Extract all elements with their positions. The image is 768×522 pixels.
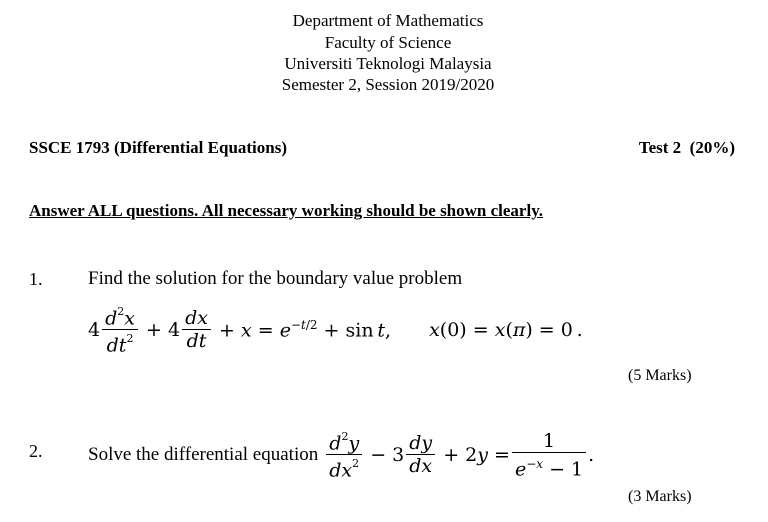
question-2-line: Solve the differential equation $\frac{d^2y}{dx^2}$ − 3 $\frac{dy}{dx}$ + 2y = $\frac{1}{e^{-x} - 1}$ . (88, 429, 595, 482)
dy-dx-fraction: $\frac{dy}{dx}$ (406, 432, 435, 477)
question-1-marks: (5 Marks) (628, 367, 692, 384)
instructions: Answer ALL questions. All necessary working should be shown clearly. (29, 201, 544, 220)
d2x-dt2-fraction: $\frac{d^2x}{dt^2}$ (102, 303, 138, 357)
question-2-marks: (3 Marks) (628, 488, 692, 505)
dx-dt-fraction: $\frac{dx}{dt}$ (182, 307, 211, 352)
question-2-number: 2. (29, 441, 43, 461)
question-2-text: Solve the differential equation (88, 443, 319, 465)
question-1-equation: 4 $\frac{d^2x}{dt^2}$ + 4 $\frac{dx}{dt}$ + $x = e^{-t/2} + \sin t$, x(0) = x(π) = 0 . (88, 305, 583, 357)
question-1-number: 1. (29, 269, 43, 289)
department-name: Department of Mathematics (292, 11, 484, 30)
test-label: Test 2 (20%) (638, 138, 735, 157)
faculty-name: Faculty of Science (324, 33, 452, 52)
d2y-dx2-fraction: $\frac{d^2y}{dx^2}$ (326, 428, 362, 482)
course-title: SSCE 1793 (Differential Equations) (29, 138, 288, 157)
semester-info: Semester 2, Session 2019/2020 (281, 75, 495, 94)
reciprocal-fraction: $\frac{1}{e^{-x} - 1}$ (512, 430, 586, 480)
question-1-text: Find the solution for the boundary value problem (88, 268, 463, 289)
university-name: Universiti Teknologi Malaysia (284, 54, 492, 73)
